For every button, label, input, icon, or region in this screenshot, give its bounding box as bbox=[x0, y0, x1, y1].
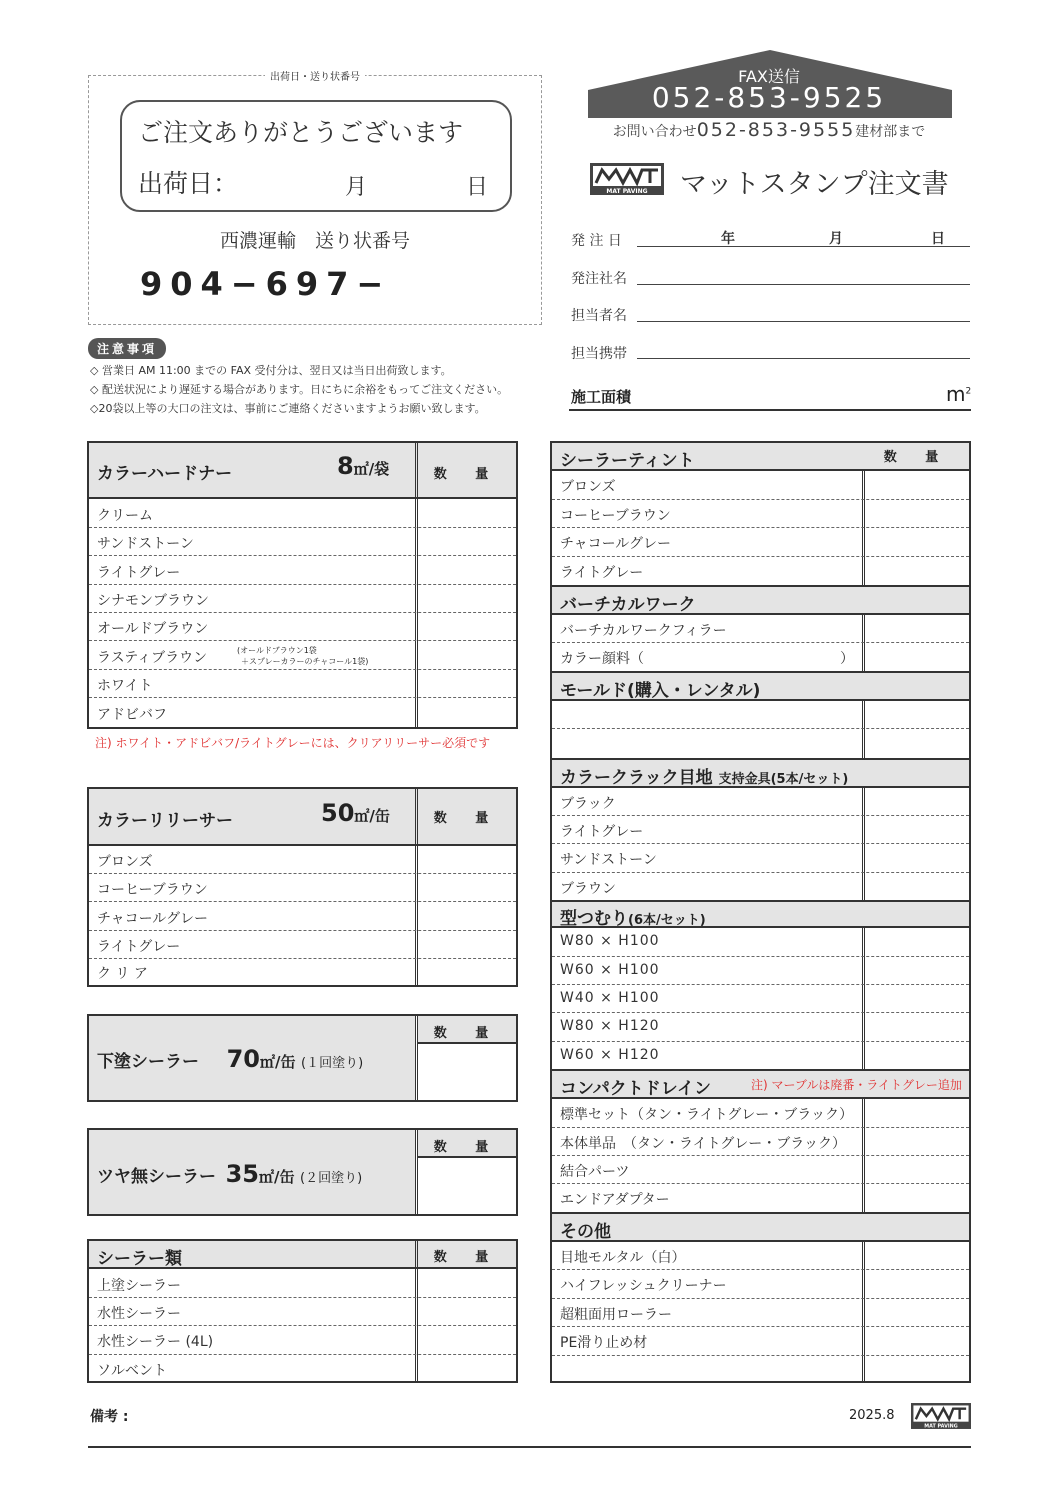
table-row[interactable]: ハイフレッシュクリーナー bbox=[552, 1270, 969, 1299]
table-row[interactable]: 上塗シーラー bbox=[89, 1269, 516, 1298]
color-releaser-title: カラーリリーサー bbox=[97, 811, 233, 831]
table-row[interactable]: クリーム bbox=[89, 499, 516, 528]
table-row[interactable]: シナモンブラウン bbox=[89, 585, 516, 613]
table-row[interactable]: ブラウン bbox=[560, 881, 616, 897]
svg-text:MAT PAVING: MAT PAVING bbox=[606, 188, 648, 195]
matte-sealer-title: ツヤ無シーラー 35㎡/缶 (２回塗り) bbox=[97, 1160, 363, 1188]
qty-header: 数 量 bbox=[433, 811, 501, 826]
table-row[interactable]: ホワイト bbox=[89, 670, 516, 698]
table-row[interactable]: ライトグレー bbox=[560, 565, 644, 581]
others-title: その他 bbox=[560, 1222, 611, 1242]
remarks-label: 備考 : bbox=[90, 1409, 129, 1425]
sealer-tint-title: シーラーティント bbox=[560, 451, 695, 471]
thanks-message: ご注文ありがとうございます bbox=[138, 118, 464, 147]
color-hardener-table bbox=[87, 441, 518, 729]
month-unit: 月 bbox=[829, 231, 843, 247]
qty-header: 数 量 bbox=[883, 450, 951, 465]
right-order-table bbox=[550, 441, 971, 1383]
shipping-caption: 出荷日・送り状番号 bbox=[0, 68, 630, 83]
color-releaser-table bbox=[87, 787, 518, 987]
rusty-note: (オールドブラウン1袋 bbox=[237, 646, 317, 655]
table-row[interactable]: 水性シーラー bbox=[89, 1298, 516, 1326]
table-row[interactable]: サンドストーン bbox=[552, 844, 969, 873]
compact-drain-note: 注) マーブルは廃番・ライトグレー追加 bbox=[751, 1078, 962, 1092]
hardener-warning: 注) ホワイト・アドビバフ/ライトグレーには、クリアリリーサー必須です bbox=[95, 736, 491, 750]
color-releaser-coverage: 50㎡/缶 bbox=[321, 799, 390, 827]
compact-drain-title: コンパクトドレイン bbox=[560, 1079, 711, 1099]
mobile-field[interactable] bbox=[637, 358, 970, 359]
contact-label: 担当者名 bbox=[571, 308, 627, 324]
table-row[interactable]: ブラック bbox=[552, 788, 969, 816]
note-item: ◇ 配送状況により遅延する場合があります。日にちに余裕をもってご注文ください。 bbox=[90, 383, 509, 396]
note-item: ◇20袋以上等の大口の注文は、事前にご連絡くださいますようお願い致します。 bbox=[90, 402, 486, 415]
table-row[interactable]: ライトグレー bbox=[552, 816, 969, 844]
table-row[interactable]: ラスティブラウン (オールドブラウン1袋 ＋スプレーカラーのチャコール1袋) bbox=[89, 641, 516, 670]
table-row[interactable]: 標準セット（タン・ライトグレー・ブラック） bbox=[552, 1099, 969, 1128]
svg-text:MAT PAVING: MAT PAVING bbox=[924, 1423, 958, 1429]
year-unit: 年 bbox=[721, 231, 735, 247]
day-unit: 日 bbox=[931, 231, 945, 247]
table-row[interactable]: 目地モルタル（白） bbox=[552, 1242, 969, 1270]
rusty-note: ＋スプレーカラーのチャコール1袋) bbox=[241, 657, 369, 666]
fax-label: FAX送信 bbox=[738, 67, 800, 86]
table-row[interactable]: ライトグレー bbox=[89, 931, 516, 959]
note-item: ◇ 営業日 AM 11:00 までの FAX 受付分は、翌日又は当日出荷致します。 bbox=[90, 364, 452, 377]
fax-number: 052-853-9525 bbox=[651, 81, 887, 114]
table-row[interactable]: PE滑り止め材 bbox=[552, 1327, 969, 1356]
table-row[interactable] bbox=[552, 701, 969, 729]
table-row[interactable]: W60 × H120 bbox=[560, 1047, 660, 1063]
table-row[interactable]: ク リ ア bbox=[97, 966, 148, 982]
qty-header: 数 量 bbox=[433, 467, 501, 482]
sealers-title: シーラー類 bbox=[97, 1249, 182, 1269]
table-row[interactable]: アドビバフ bbox=[97, 707, 167, 723]
table-row[interactable]: カラー顔料（ ） bbox=[560, 651, 854, 667]
table-row[interactable]: サンドストーン bbox=[89, 528, 516, 556]
carrier-label: 西濃運輸 送り状番号 bbox=[219, 230, 410, 252]
company-field[interactable] bbox=[637, 284, 970, 285]
table-row[interactable]: コーヒーブラウン bbox=[552, 500, 969, 528]
matte-sealer-qty-cell[interactable] bbox=[418, 1160, 516, 1214]
order-date-field[interactable] bbox=[637, 246, 970, 247]
form-mold-title: 型つむり(6本/セット) bbox=[560, 909, 706, 929]
qty-header: 数 量 bbox=[433, 1140, 501, 1155]
mat-paving-logo-small bbox=[911, 1403, 971, 1429]
notes-badge: 注意事項 bbox=[88, 338, 166, 359]
inquiry-line: お問い合わせ052-853-9555建材部まで bbox=[612, 119, 926, 141]
mat-paving-logo bbox=[590, 163, 664, 195]
ship-day-label: 日 bbox=[466, 175, 489, 200]
color-hardener-coverage: 8㎡/袋 bbox=[337, 452, 390, 480]
color-hardener-title: カラーハードナー bbox=[97, 464, 233, 484]
table-row[interactable]: ライトグレー bbox=[89, 556, 516, 585]
table-row[interactable]: ブロンズ bbox=[552, 471, 969, 500]
vertical-work-title: バーチカルワーク bbox=[560, 595, 696, 615]
order-date-label: 発 注 日 bbox=[571, 233, 622, 249]
table-row[interactable]: チャコールグレー bbox=[89, 902, 516, 931]
table-row[interactable]: コーヒーブラウン bbox=[89, 874, 516, 902]
footer-divider bbox=[88, 1446, 971, 1448]
table-row[interactable]: W80 × H100 bbox=[552, 928, 969, 957]
table-row[interactable]: 本体単品 （タン・ライトグレー・ブラック） bbox=[552, 1128, 969, 1156]
company-label: 発注社名 bbox=[571, 271, 627, 287]
area-unit: $m^2$ bbox=[946, 382, 972, 406]
area-field[interactable] bbox=[569, 409, 971, 411]
table-row[interactable]: W80 × H120 bbox=[552, 1013, 969, 1042]
base-sealer-table bbox=[87, 1014, 518, 1102]
table-row[interactable]: W40 × H100 bbox=[552, 985, 969, 1013]
form-title: マットスタンプ注文書 bbox=[680, 169, 949, 200]
mold-title: モールド(購入・レンタル) bbox=[560, 681, 761, 701]
sealers-table bbox=[87, 1239, 518, 1383]
area-label: 施工面積 bbox=[571, 388, 632, 406]
table-row[interactable]: エンドアダプター bbox=[560, 1192, 670, 1208]
base-sealer-title: 下塗シーラー 70㎡/缶 (１回塗り) bbox=[97, 1045, 364, 1073]
table-row[interactable]: 結合パーツ bbox=[552, 1156, 969, 1184]
table-row[interactable]: W60 × H100 bbox=[552, 957, 969, 985]
table-row[interactable]: 超粗面用ローラー bbox=[552, 1299, 969, 1327]
table-row[interactable] bbox=[552, 1356, 969, 1381]
ship-month-label: 月 bbox=[345, 175, 368, 200]
qty-header: 数 量 bbox=[433, 1250, 501, 1265]
table-row[interactable]: オールドブラウン bbox=[89, 613, 516, 641]
table-row[interactable]: ソルベント bbox=[97, 1363, 167, 1379]
crack-joint-title: カラークラック目地 支持金具(5本/セット) bbox=[560, 768, 849, 788]
base-sealer-qty-cell[interactable] bbox=[418, 1046, 516, 1100]
qty-header: 数 量 bbox=[433, 1026, 501, 1041]
mobile-label: 担当携帯 bbox=[571, 346, 627, 362]
ship-date-label: 出荷日： bbox=[138, 169, 239, 198]
table-row[interactable]: チャコールグレー bbox=[552, 528, 969, 557]
table-row[interactable]: バーチカルワークフィラー bbox=[552, 615, 969, 643]
table-row[interactable]: 水性シーラー (4L) bbox=[89, 1326, 516, 1355]
inquiry-number: 052-853-9555 bbox=[696, 119, 856, 141]
table-row[interactable]: ブロンズ bbox=[89, 846, 516, 874]
matte-sealer-table bbox=[87, 1128, 518, 1216]
table-row[interactable] bbox=[552, 729, 969, 758]
version-label: 2025.8 bbox=[849, 1408, 895, 1423]
contact-field[interactable] bbox=[637, 321, 970, 322]
tracking-number: 904−697− bbox=[140, 265, 392, 303]
